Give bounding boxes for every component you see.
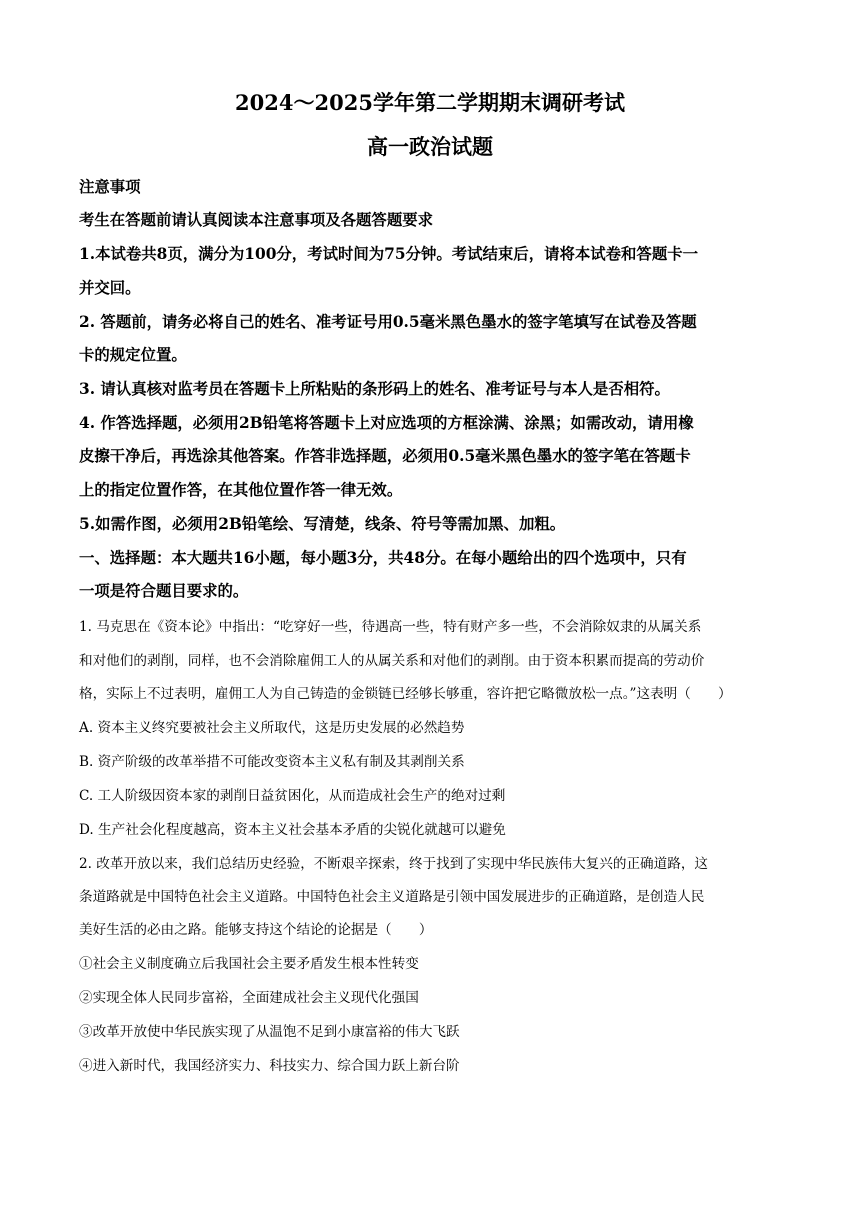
notice-line: 3. 请认真核对监考员在答题卡上所粘贴的条形码上的姓名、准考证号与本人是否相符。	[79, 380, 670, 398]
notice-line: 皮擦干净后，再选涂其他答案。作答非选择题，必须用0.5毫米黑色墨水的签字笔在答题卡	[79, 447, 691, 465]
notice-intro: 考生在答题前请认真阅读本注意事项及各题答题要求	[79, 211, 433, 229]
question-2-stem: 美好生活的必由之路。能够支持这个结论的论据是（ ）	[79, 922, 433, 938]
question-1-stem: 1. 马克思在《资本论》中指出：“吃穿好一些，待遇高一些，特有财产多一些，不会消除奴隶的从属关系	[79, 619, 702, 635]
question-1-stem: 和对他们的剥削，同样，也不会消除雇佣工人的从属关系和对他们的剥削。由于资本积累而提高的劳动价	[79, 653, 705, 669]
notice-line: 2. 答题前，请务必将自己的姓名、准考证号用0.5毫米黑色墨水的签字笔填写在试卷及答题	[79, 313, 697, 331]
question-1-option-c: C. 工人阶级因资本家的剥削日益贫困化，从而造成社会生产的绝对过剩	[79, 788, 506, 804]
question-1-stem: 格，实际上不过表明，雇佣工人为自己铸造的金锁链已经够长够重，容许把它略微放松一点。”这表明（ ）	[79, 686, 732, 702]
exam-title: 2024～2025学年第二学期期末调研考试	[235, 90, 625, 115]
question-1-option-a: A. 资本主义终究要被社会主义所取代，这是历史发展的必然趋势	[79, 720, 465, 736]
notice-line: 4. 作答选择题，必须用2B铅笔将答题卡上对应选项的方框涂满、涂黑；如需改动，请用橡	[79, 414, 694, 432]
question-1-option-d: D. 生产社会化程度越高，资本主义社会基本矛盾的尖锐化就越可以避免	[79, 822, 506, 838]
section-heading: 一、选择题：本大题共16小题，每小题3分，共48分。在每小题给出的四个选项中，只有	[79, 549, 687, 567]
notice-line: 5.如需作图，必须用2B铅笔绘、写清楚，线条、符号等需加黑、加粗。	[79, 515, 566, 533]
notice-heading: 注意事项	[79, 178, 141, 196]
question-2-statement-1: ①社会主义制度确立后我国社会主要矛盾发生根本性转变	[79, 956, 419, 972]
question-2-stem: 条道路就是中国特色社会主义道路。中国特色社会主义道路是引领中国发展进步的正确道路，是创造人民	[79, 889, 705, 905]
question-2-statement-2: ②实现全体人民同步富裕，全面建成社会主义现代化强国	[79, 990, 419, 1006]
question-1-option-b: B. 资产阶级的改革举措不可能改变资本主义私有制及其剥削关系	[79, 754, 465, 770]
section-heading: 一项是符合题目要求的。	[79, 582, 249, 600]
notice-line: 卡的规定位置。	[79, 346, 187, 364]
exam-subject-title: 高一政治试题	[367, 134, 493, 159]
notice-line: 并交回。	[79, 279, 141, 297]
question-2-statement-4: ④进入新时代，我国经济实力、科技实力、综合国力跃上新台阶	[79, 1058, 460, 1074]
question-2-statement-3: ③改革开放使中华民族实现了从温饱不足到小康富裕的伟大飞跃	[79, 1024, 460, 1040]
notice-line: 1.本试卷共8页，满分为100分，考试时间为75分钟。考试结束后，请将本试卷和答题卡一	[79, 245, 698, 263]
question-2-stem: 2. 改革开放以来，我们总结历史经验，不断艰辛探索，终于找到了实现中华民族伟大复兴的正确道路，这	[79, 856, 709, 872]
notice-line: 上的指定位置作答，在其他位置作答一律无效。	[79, 481, 403, 499]
